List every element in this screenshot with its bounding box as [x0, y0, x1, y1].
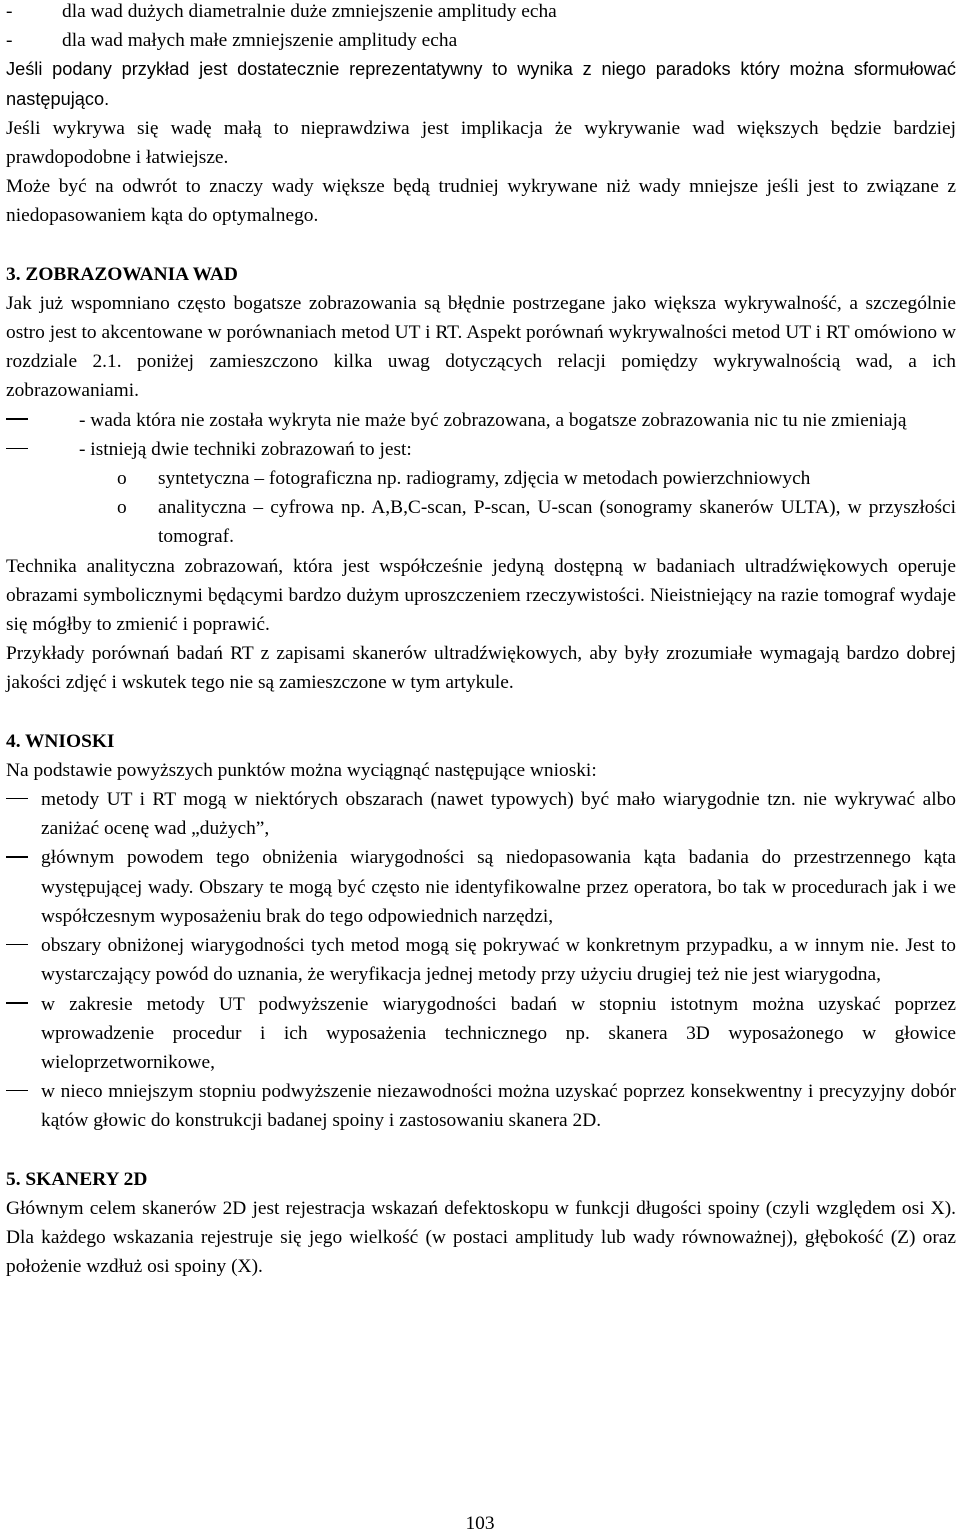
dash-bullet: [6, 406, 79, 435]
list-item-text: - wada która nie została wykryta nie maże być zobrazowana, a bogatsze zobrazowania nic tu nie zmieniają: [79, 409, 907, 431]
list-item-text: w zakresie metody UT podwyższenie wiarygodności badań w stopniu istotnym można uzyskać poprzez wprowadzenie procedur i ich wyposażenia technicznego np. skanera 3D wyposażonego w głowice wieloprzetwornikowe,: [41, 993, 956, 1073]
section-heading: 5. SKANERY 2D: [6, 1168, 148, 1190]
dash-bullet: [6, 435, 79, 464]
paragraph: Jak już wspomniano często bogatsze zobrazowania są błędnie postrzegane jako większa wykrywalność, a szczególnie ostro jest to akcentowane w porównaniach metod UT i RT. Aspekt porównań wykrywalności metod UT i RT omówiono w rozdziale 2.1. poniżej zamieszczono kilka uwag dotyczących relacji pomiędzy wykrywalnością wad, a ich zobrazowaniami.: [6, 292, 956, 402]
list-item: [6, 406, 956, 435]
sub-list-item-text: analityczna – cyfrowa np. A,B,C-scan, P-scan, U-scan (sonogramy skanerów ULTA), w przyszłości tomograf.: [158, 497, 956, 548]
paragraph: Na podstawie powyższych punktów można wyciągnąć następujące wnioski:: [6, 759, 597, 781]
paragraph-intro: Jeśli podany przykład jest dostatecznie reprezentatywny to wynika z niego paradoks który można sformułować następująco.: [6, 59, 956, 109]
sub-list-item: [6, 464, 956, 493]
list-item: [6, 1077, 956, 1135]
list-item: [6, 435, 956, 464]
list-item-text: w nieco mniejszym stopniu podwyższenie niezawodności można uzyskać poprzez konsekwentny i precyzyjny dobór kątów głowic do konstrukcji badanej spoiny i zastosowaniu skanera 2D.: [41, 1081, 956, 1132]
list-item: [6, 0, 956, 26]
list-item-text: dla wad małych małe zmniejszenie amplitudy echa: [62, 30, 458, 52]
sub-list-item-text: syntetyczna – fotograficzna np. radiogramy, zdjęcia w metodach powierzchniowych: [158, 468, 811, 490]
circle-bullet: o: [117, 468, 127, 490]
list-item-text: dla wad dużych diametralnie duże zmniejszenie amplitudy echa: [62, 1, 557, 22]
list-item: [6, 931, 956, 989]
list-item-text: - istnieją dwie techniki zobrazowań to jest:: [79, 438, 412, 460]
paragraph: Przykłady porównań badań RT z zapisami skanerów ultradźwiękowych, aby były zrozumiałe wymagają bardzo dobrej jakości zdjęć i wskutek tego nie są zamieszczone w tym artykule.: [6, 643, 956, 694]
list-item-text: metody UT i RT mogą w niektórych obszarach (nawet typowych) być mało wiarygodnie tzn. nie wykrywać albo zaniżać ocenę wad „dużych”,: [41, 789, 956, 840]
paragraph-implication: Jeśli wykrywa się wadę małą to nieprawdziwa jest implikacja że wykrywanie wad większych będzie bardziej prawdopodobne i łatwiejsze.: [6, 117, 956, 169]
section-heading: 4. WNIOSKI: [6, 730, 115, 752]
dash-bullet: [6, 843, 41, 872]
list-item-text: głównym powodem tego obniżenia wiarygodności są niedopasowania kąta badania do przestrzennego kąta występującej wady. Obszary te mogą być często nie identyfikowalne przez operatora, bo tak w procedurach jak i we współczesnym wyposażeniu brak do tego odpowiednich narzędzi,: [41, 847, 956, 927]
paragraph: Technika analityczna zobrazowań, która jest współcześnie jedyną dostępną w badaniach ultradźwiękowych operuje obrazami symbolicznymi będącymi bardzo dużym uproszczeniem rzeczywistości. Nieistniejący na razie tomograf wydaje się mógłby to zmienić i poprawić.: [6, 555, 956, 636]
dash-bullet: -: [6, 30, 13, 52]
page-number: 103: [465, 1513, 495, 1534]
paragraph: Głównym celem skanerów 2D jest rejestracja wskazań defektoskopu w funkcji długości spoiny (czyli względem osi X). Dla każdego wskazania rejestruje się jego wielkość (w postaci amplitudy lub wady równoważnej), głębokość (Z) oraz położenie wzdłuż osi spoiny (X).: [6, 1197, 956, 1278]
dash-bullet: [6, 785, 41, 814]
dash-bullet: [6, 931, 41, 960]
circle-bullet: o: [117, 497, 127, 519]
dash-bullet: -: [6, 1, 13, 22]
list-item: [6, 843, 956, 931]
paragraph-reverse: Może być na odwrót to znaczy wady większe będą trudniej wykrywane niż wady mniejsze jeśli jest to związane z niedopasowaniem kąta do optymalnego.: [6, 176, 956, 227]
document-page: [6, 0, 956, 1281]
sub-list-item: [6, 493, 956, 551]
list-item: [6, 26, 956, 55]
dash-bullet: [6, 990, 41, 1019]
dash-bullet: [6, 1077, 41, 1106]
list-item-text: obszary obniżonej wiarygodności tych metod mogą się pokrywać w konkretnym przypadku, a w innym nie. Jest to wystarczający powód do uznania, że weryfikacja jednej metody przy użyciu drugiej też nie jest wiarygodna,: [41, 935, 956, 986]
section-heading: 3. ZOBRAZOWANIA WAD: [6, 263, 238, 285]
list-item: [6, 785, 956, 843]
list-item: [6, 990, 956, 1078]
